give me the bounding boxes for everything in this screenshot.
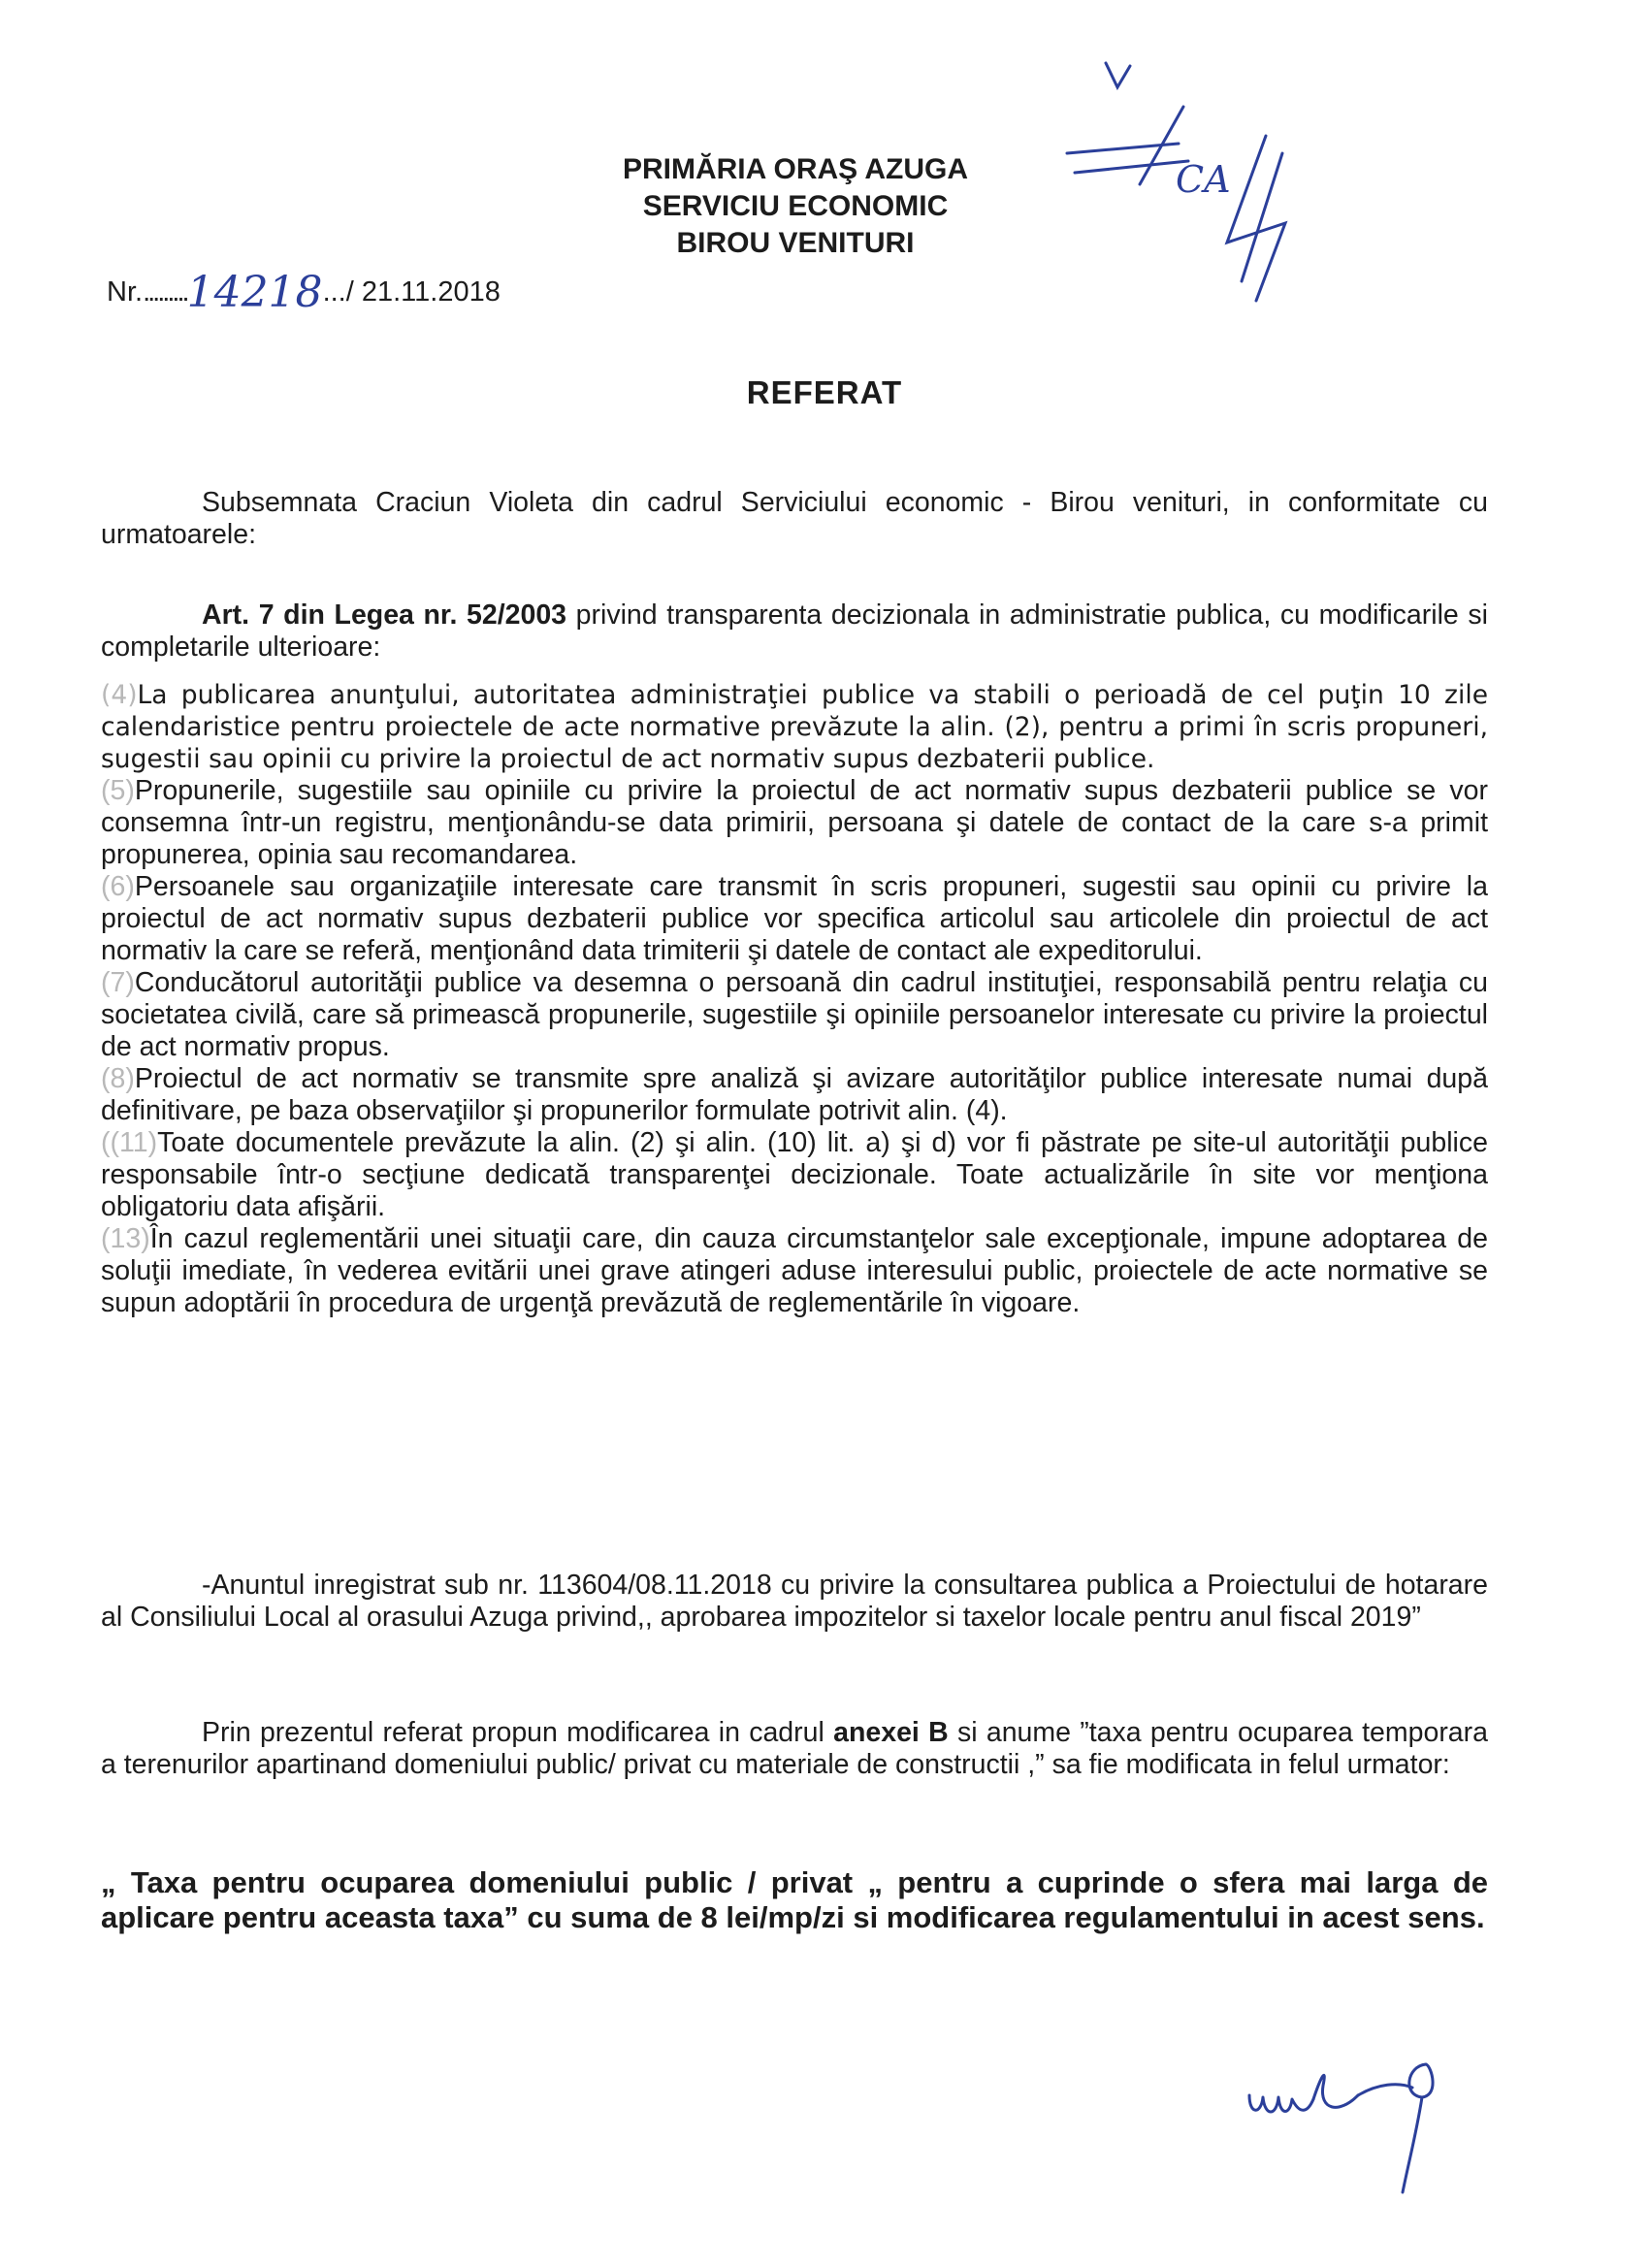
paragraph-5: [101, 775, 1488, 871]
registration-number: [107, 262, 501, 317]
paragraph-4: [101, 679, 1488, 775]
institution-header: [543, 151, 1048, 262]
paragraph-8: [101, 1063, 1488, 1127]
handwritten-registration-number: 14218: [186, 268, 323, 317]
handwritten-initials: CA: [1176, 158, 1231, 201]
proposal-paragraph: [101, 1717, 1488, 1781]
law-article-ref: Art. 7 din Legea nr.: [202, 599, 458, 631]
paragraph-text: Propunerile, sugestiile sau opiniile cu privire la proiectul de act normativ supus dezbaterii publice se vor consemna într-un registru, menţionându-se data primirii, persoana şi datele de contact de la care s-a primit propunerea, opinia sau recomandarea.: [101, 775, 1488, 870]
registration-dots-after: ...: [322, 276, 346, 308]
paragraph-number: (5): [101, 775, 135, 806]
registration-prefix: Nr.: [107, 276, 144, 308]
law-paragraphs: [101, 679, 1488, 1319]
paragraph-number: (6): [101, 871, 135, 902]
conclusion-text: „ Taxa pentru ocuparea domeniului public / privat „ pentru a cuprinde o sfera mai larga de aplicare pentru aceasta taxa” cu suma de 8 lei/mp/zi si modificarea regulamentului in acest sens.: [101, 1865, 1488, 1934]
document-title: REFERAT: [746, 374, 903, 410]
paragraph-text: Conducătorul autorităţii publice va desemna o persoană din cadrul instituţiei, responsabilă pentru relaţia cu societatea civilă, care să primească propunerile, sugestiile şi opiniile persoanelor interesate cu privire la proiectul de act normativ propus.: [101, 967, 1488, 1062]
handwritten-approval-mark: [1048, 39, 1339, 330]
announcement-text: -Anuntul inregistrat sub nr. 113604/08.11.2018 cu privire la consultarea publica a Proiectului de hotarare al Consiliului Local al orasului Azuga privind,, aprobarea impozitelor si taxelor locale pentru anul fiscal 2019”: [101, 1570, 1488, 1633]
paragraph-number: (4): [101, 680, 138, 710]
law-number: 52/2003: [467, 599, 567, 631]
paragraph-text: Proiectul de act normativ se transmite spre analiză şi avizare autorităţilor publice interesate numai după definitivare, pe baza observaţiilor şi propunerilor formulate potrivit alin. (4).: [101, 1063, 1488, 1126]
paragraph-number: (7): [101, 967, 135, 998]
paragraph-text: Toate documentele prevăzute la alin. (2) şi alin. (10) lit. a) şi d) vor fi păstrate pe site-ul autorităţii publice responsabile într-o secţiune dedicată transparenţei decizionale. Toate actualizările în site vor menţiona obligatoriu data afişării.: [101, 1127, 1488, 1222]
header-line-1: PRIMĂRIA ORAŞ AZUGA: [622, 153, 969, 185]
registration-dots-before: .........: [143, 276, 187, 308]
law-reference: [101, 599, 1488, 664]
paragraph-text: Persoanele sau organizaţiile interesate care transmit în scris propuneri, sugestii sau opinii cu privire la proiectul de act normativ supus dezbaterii publice vor specifica articolul sau articolele din proiectul de act normativ la care se referă, menţionând data trimiterii şi datele de contact ale expeditorului.: [101, 871, 1488, 966]
handwritten-signature: [1232, 2057, 1455, 2202]
paragraph-11: [101, 1127, 1488, 1223]
conclusion-paragraph: [101, 1865, 1488, 1935]
registration-date: / 21.11.2018: [345, 276, 501, 308]
proposal-annex: anexei B: [833, 1717, 949, 1748]
header-line-2: SERVICIU ECONOMIC: [642, 190, 949, 222]
law-colon: :: [372, 632, 381, 663]
paragraph-13: [101, 1223, 1488, 1319]
paragraph-text: În cazul reglementării unei situaţii care, din cauza circumstanţelor sale excepţionale, impune adoptarea de soluţii imediate, în vederea evitării unei grave atingeri aduse interesului public, proiectele de acte normative se supun adoptării în procedura de urgenţă prevăzută de reglementările în vigoare.: [101, 1223, 1488, 1318]
paragraph-number: (13): [101, 1223, 150, 1254]
paragraph-number: (8): [101, 1063, 135, 1094]
paragraph-6: [101, 871, 1488, 967]
paragraph-7: [101, 967, 1488, 1063]
proposal-text-start: Prin prezentul referat propun modificarea in cadrul: [202, 1717, 834, 1748]
announcement-paragraph: [101, 1570, 1488, 1634]
paragraph-number: ((11): [101, 1127, 158, 1158]
paragraph-text: La publicarea anunţului, autoritatea administraţiei publice va stabili o perioadă de cel puţin 10 zile calendaristice pentru proiectele de acte normative prevăzute la alin. (2), pentru a primi în scris propuneri, sugestii sau opinii cu privire la proiectul de act normativ supus dezbaterii publice.: [101, 680, 1488, 774]
header-line-3: BIROU VENITURI: [676, 227, 915, 259]
intro-paragraph: [101, 487, 1488, 551]
proposal-text-end: si anume ”taxa pentru ocuparea temporara a terenurilor apartinand domeniului public/ privat cu materiale de constructii ,” sa fie modificata in felul urmator:: [101, 1717, 1488, 1780]
intro-text: Subsemnata Craciun Violeta din cadrul Serviciului economic - Birou venituri, in conformitate cu urmatoarele:: [101, 487, 1488, 550]
law-description: privind transparenta decizionala in administratie publica, cu modificarile si completarile ulterioare: [101, 599, 1488, 663]
